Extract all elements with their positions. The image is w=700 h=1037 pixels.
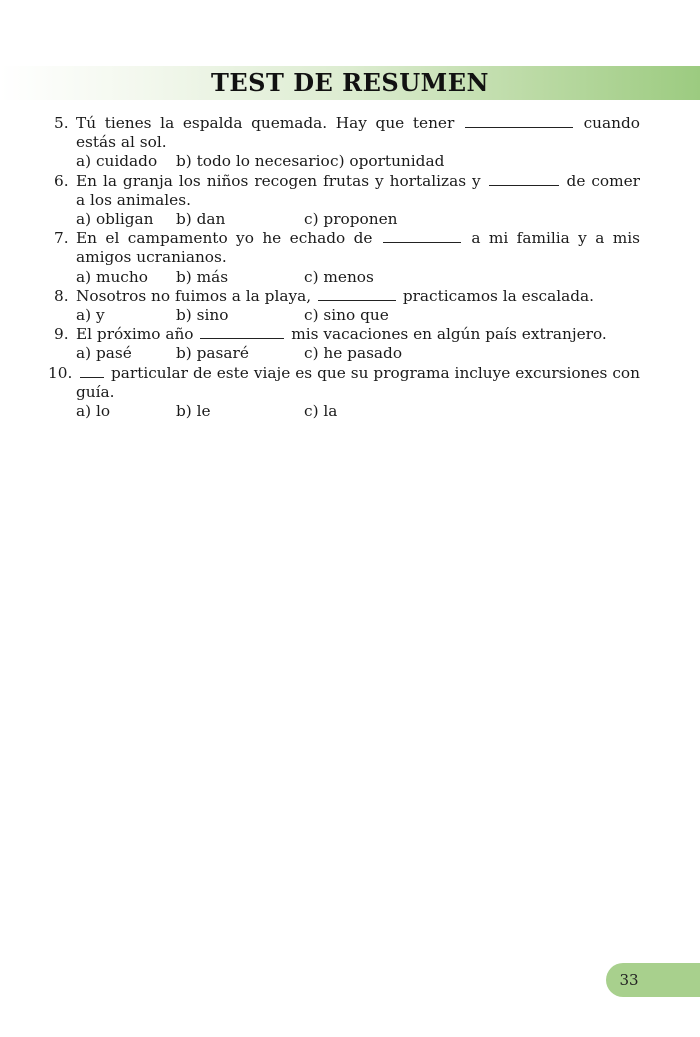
option-b: b) todo lo necesario (176, 152, 330, 171)
option-c: c) sino que (304, 305, 389, 324)
page-title: TEST DE RESUMEN (211, 68, 489, 97)
stem-before: En el campamento yo he echado de (76, 229, 373, 248)
option-c: c) la (304, 401, 338, 420)
stem-before: Tú tienes la espalda quemada. Hay que tener (76, 114, 455, 132)
question-number: 5. (54, 114, 69, 132)
option-c: c) oportunidad (330, 152, 445, 171)
stem-after: a mi familia y a mis amigos ucranianos. (76, 229, 640, 267)
stem-after: de comer a los animales. (76, 171, 640, 209)
answer-blank (383, 230, 461, 243)
question-number: 9. (54, 325, 69, 344)
option-b: b) sino (176, 305, 229, 324)
stem-after: practicamos la escalada. (402, 286, 595, 305)
answer-blank (489, 173, 559, 186)
question-stem (76, 287, 640, 306)
question-number: 10. (48, 363, 73, 382)
option-b: b) dan (176, 210, 226, 228)
stem-after: mis vacaciones en algún país extranjero. (291, 325, 607, 344)
stem-after: cuando estás al sol. (76, 114, 640, 152)
question-9 (54, 325, 640, 363)
answer-blank (80, 365, 104, 378)
answer-blank (318, 288, 396, 301)
question-stem (76, 114, 640, 152)
stem-before: El próximo año (76, 325, 194, 344)
question-stem (76, 325, 640, 344)
question-stem (76, 229, 640, 267)
answer-blank (200, 326, 284, 339)
option-b: b) pasaré (176, 344, 249, 363)
answer-blank (465, 115, 573, 128)
question-5 (54, 114, 640, 172)
answer-options (76, 344, 640, 363)
question-7 (54, 229, 640, 287)
question-8 (54, 287, 640, 325)
page-number: 33 (619, 971, 639, 989)
question-stem (76, 364, 640, 402)
answer-options (76, 268, 640, 287)
question-number: 6. (54, 171, 69, 190)
option-a: a) lo (76, 401, 111, 420)
option-a: a) mucho (76, 267, 148, 286)
option-c: c) menos (304, 267, 374, 286)
stem-before: Nosotros no fuimos a la playa, (76, 286, 312, 305)
answer-options (76, 306, 640, 325)
option-a: a) cuidado (76, 152, 158, 171)
question-number: 8. (54, 286, 69, 305)
question-list (48, 114, 640, 421)
stem-before: En la granja los niños recogen frutas y hortalizas y (76, 171, 481, 190)
answer-options (76, 210, 640, 229)
option-b: b) le (176, 401, 211, 420)
question-number: 7. (54, 229, 69, 248)
question-6 (54, 172, 640, 230)
option-a: a) y (76, 305, 105, 324)
option-a: a) obligan (76, 210, 154, 228)
option-c: c) he pasado (304, 344, 403, 363)
option-c: c) proponen (304, 210, 398, 228)
answer-options (76, 402, 640, 421)
stem-after: particular de este viaje es que su programa incluye excursiones con guía. (76, 363, 640, 401)
question-stem (76, 172, 640, 210)
answer-options (76, 152, 640, 171)
option-b: b) más (176, 267, 229, 286)
question-10 (48, 363, 640, 422)
option-a: a) pasé (76, 344, 132, 363)
